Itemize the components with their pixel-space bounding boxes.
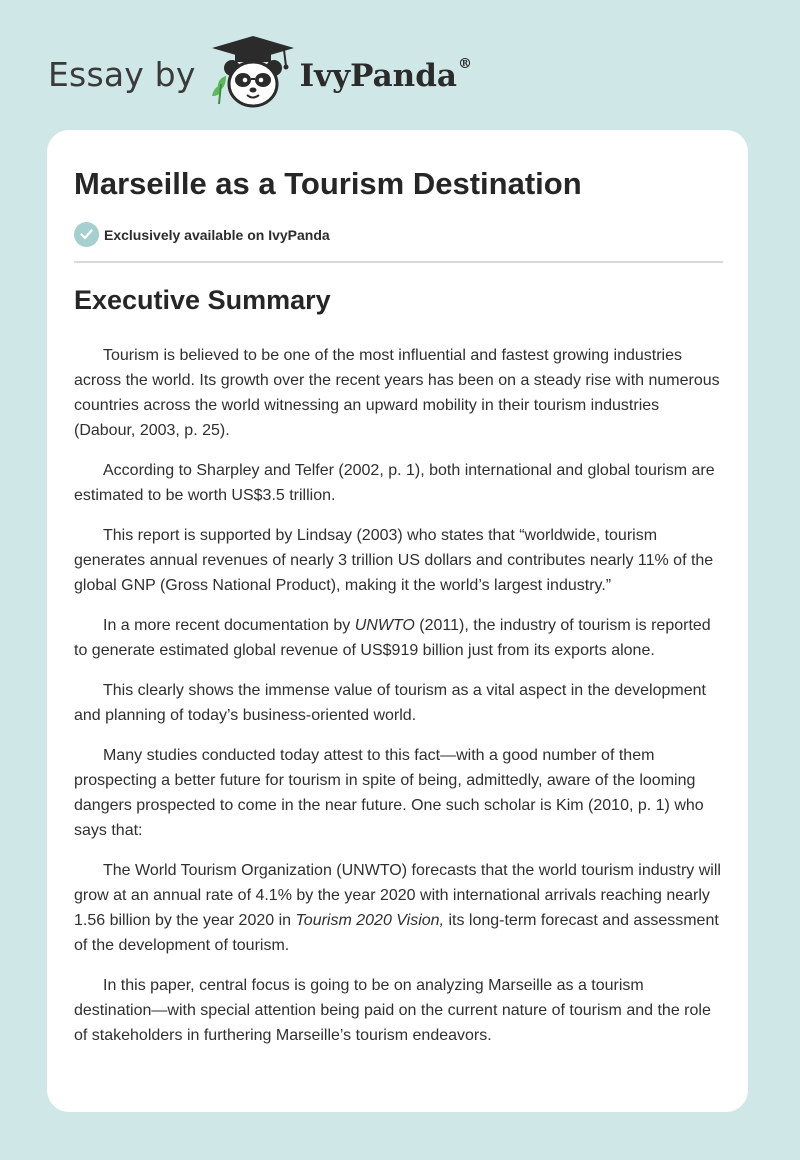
paragraph-8: In this paper, central focus is going to be on analyzing Marseille as a tourism destination—with special attention being paid on the current nature of tourism and the role of stakeholders in furthering Marseille’s tourism endeavors. [74, 977, 711, 1044]
paragraph-3: This report is supported by Lindsay (2003) who states that “worldwide, tourism generates annual revenues of nearly 3 trillion US dollars and contributes nearly 11% of the global GNP (Gross National Product), making it the world’s largest industry.” [74, 527, 714, 594]
divider [74, 261, 723, 263]
registered-mark: ® [457, 56, 472, 72]
tourism-2020-vision-title: Tourism 2020 Vision, [295, 912, 445, 929]
paragraph-4 [74, 613, 724, 663]
check-icon [74, 222, 99, 247]
paragraph-7-text-start: The World Tourism Organization (UNWTO) forecasts that the world tourism industry will grow at an annual rate of 4.1% by the year 2020 with international arrivals reaching nearly 1.56 billion by the year 2020 in [74, 862, 721, 929]
brand-name: IvyPanda [299, 58, 457, 94]
paragraph-6: Many studies conducted today attest to this fact—with a good number of them prospecting a better future for tourism in spite of being, admittedly, aware of the looming dangers prospected to come in the near future. One such scholar is Kim (2010, p. 1) who says that: [74, 747, 704, 839]
ivypanda-wordmark[interactable] [300, 58, 472, 94]
essay-body [74, 343, 724, 1063]
essay-card [47, 130, 748, 1112]
paragraph-2: According to Sharpley and Telfer (2002, p. 1), both international and global tourism are estimated to be worth US$3.5 trillion. [74, 462, 715, 504]
section-heading: Executive Summary [74, 285, 331, 315]
site-header [48, 34, 472, 110]
essay-by-label: Essay by [48, 54, 196, 94]
paragraph-5: This clearly shows the immense value of tourism as a vital aspect in the development and planning of today’s business-oriented world. [74, 682, 706, 724]
paragraph-4-text-start: In a more recent documentation by [103, 617, 355, 634]
exclusive-badge [74, 222, 330, 247]
paragraph-7-text-end: its long-term forecast and assessment of the development of tourism. [74, 912, 719, 954]
paragraph-4-text-end: (2011), the industry of tourism is reported to generate estimated global revenue of US$919 billion just from its exports alone. [74, 617, 711, 659]
unwto-citation: UNWTO [354, 617, 415, 634]
exclusive-badge-label: Exclusively available on IvyPanda [104, 226, 330, 243]
page-title: Marseille as a Tourism Destination [74, 166, 582, 201]
paragraph-7 [74, 858, 724, 958]
panda-mascot-icon [210, 34, 296, 110]
paragraph-1: Tourism is believed to be one of the most influential and fastest growing industries across the world. Its growth over the recent years has been on a steady rise with numerous countries across the world witnessing an upward mobility in their tourism industries (Dabour, 2003, p. 25). [74, 347, 720, 439]
